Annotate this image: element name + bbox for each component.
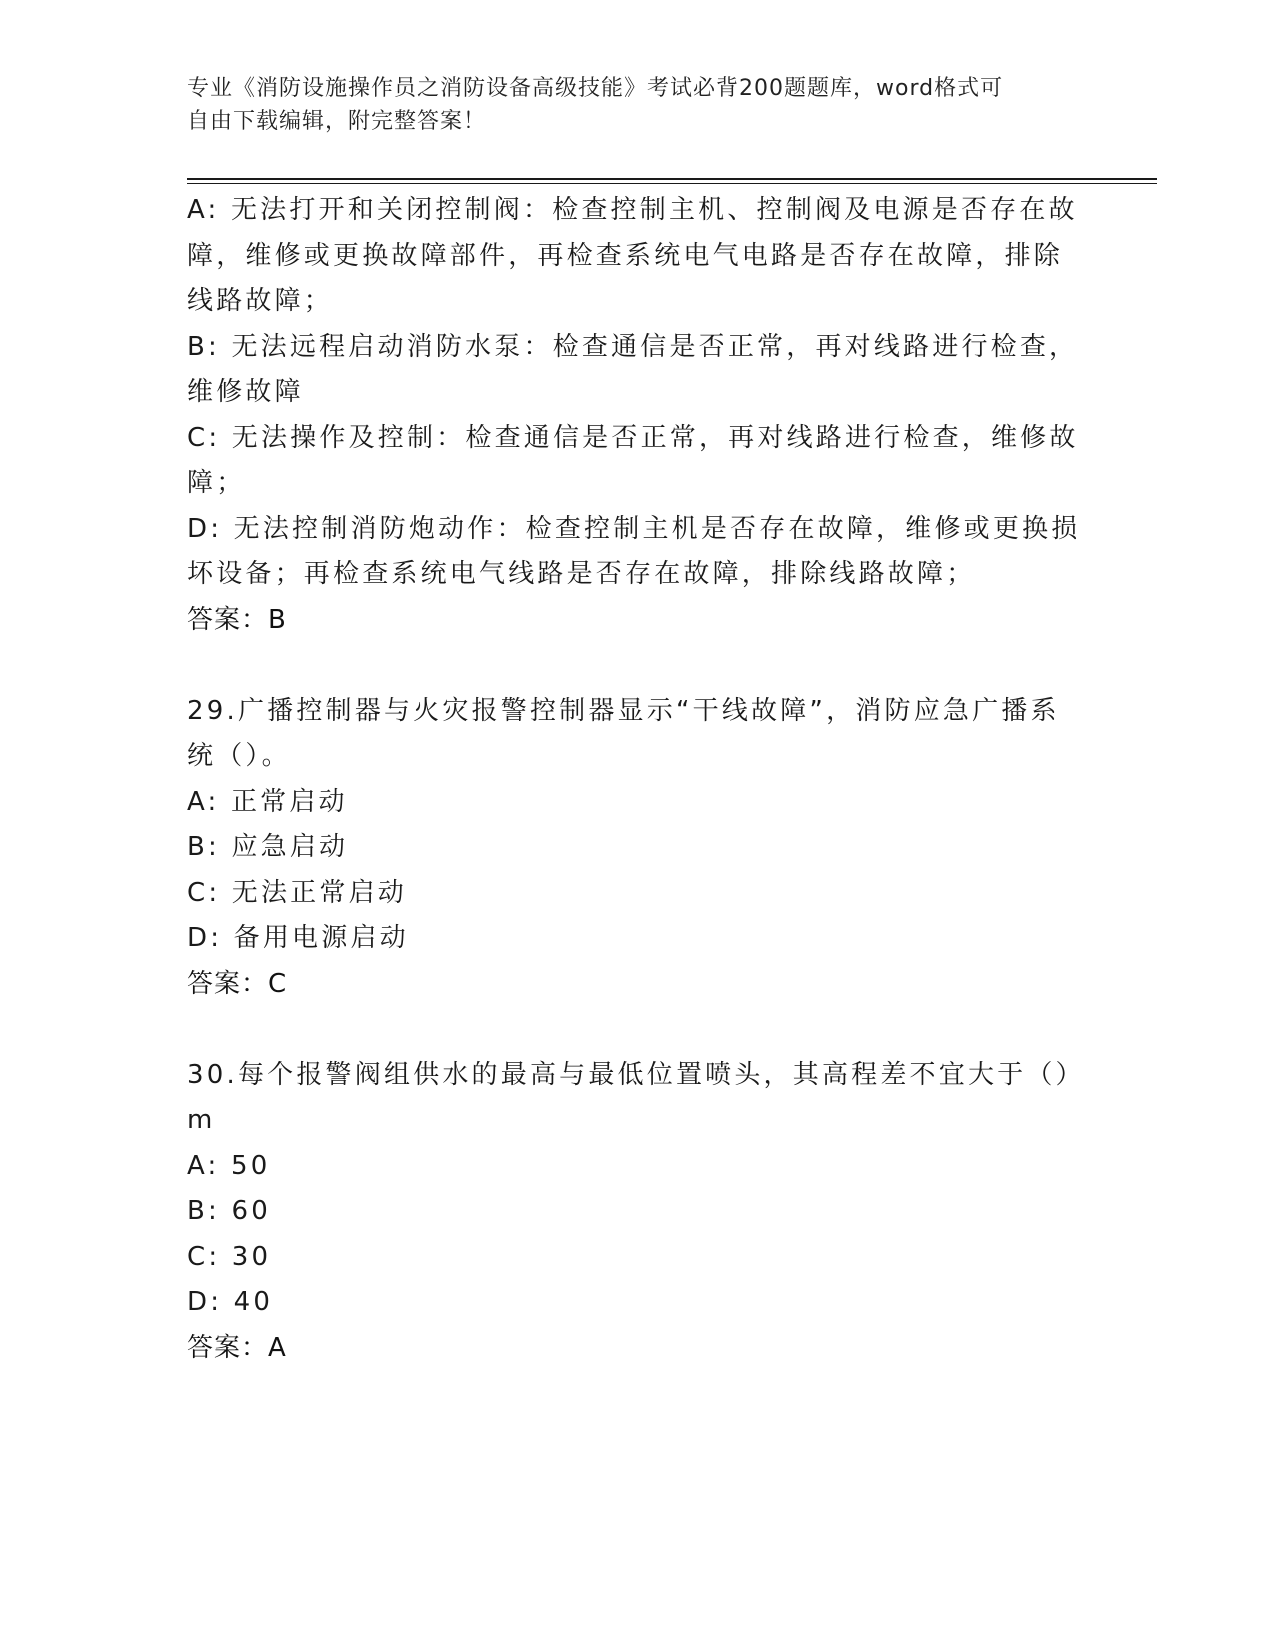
question-stem: m: [187, 1105, 216, 1135]
document-body: [187, 188, 1087, 1371]
question-stem: 统（）。: [187, 741, 291, 771]
header-line-1: 专业《消防设施操作员之消防设备高级技能》考试必背200题题库，word格式可: [187, 76, 1004, 101]
option-line: B: 无法远程启动消防水泵：检查通信是否正常，再对线路进行检查，: [187, 331, 1079, 362]
option-c: C: 30: [187, 1241, 272, 1272]
option-d: D: 40: [187, 1287, 274, 1317]
option-c: [187, 416, 1087, 507]
answer-line: 答案：B: [187, 604, 287, 635]
option-c: C: 无法正常启动: [187, 877, 407, 908]
header-divider-thin: [187, 183, 1157, 184]
option-b: B: 应急启动: [187, 832, 349, 862]
option-b: B: 60: [187, 1196, 271, 1226]
document-header: [187, 72, 1067, 138]
answer-line: 答案：C: [187, 968, 288, 999]
spacer: [187, 1007, 1087, 1053]
option-d: D: 备用电源启动: [187, 923, 409, 953]
option-line: C: 无法操作及控制：检查通信是否正常，再对线路进行检查，维修故: [187, 422, 1079, 453]
option-a: A: 50: [187, 1150, 271, 1181]
header-divider-thick: [187, 178, 1157, 180]
spacer: [187, 643, 1087, 689]
prev-question-block: [187, 188, 1087, 643]
question-stem: 29.广播控制器与火灾报警控制器显示“干线故障”，消防应急广播系: [187, 695, 1060, 726]
question-stem: 30.每个报警阀组供水的最高与最低位置喷头，其高程差不宜大于（）: [187, 1059, 1085, 1090]
question-30-block: [187, 1053, 1087, 1372]
option-d: [187, 507, 1087, 598]
option-line: 线路故障；: [187, 286, 334, 316]
option-line: 维修故障: [187, 377, 304, 407]
question-29-block: [187, 689, 1087, 1008]
option-line: 障；: [187, 468, 246, 498]
option-b: [187, 325, 1087, 416]
option-line: 障，维修或更换故障部件，再检查系统电气电路是否存在故障，排除: [187, 240, 1064, 271]
header-line-2: 自由下载编辑，附完整答案！: [187, 109, 487, 134]
option-line: D: 无法控制消防炮动作：检查控制主机是否存在故障，维修或更换损: [187, 513, 1081, 544]
option-a: A: 正常启动: [187, 786, 348, 817]
option-a: [187, 188, 1087, 325]
option-line: 坏设备；再检查系统电气线路是否存在故障，排除线路故障；: [187, 559, 976, 589]
answer-line: 答案：A: [187, 1332, 287, 1363]
option-line: A: 无法打开和关闭控制阀：检查控制主机、控制阀及电源是否存在故: [187, 195, 1078, 225]
